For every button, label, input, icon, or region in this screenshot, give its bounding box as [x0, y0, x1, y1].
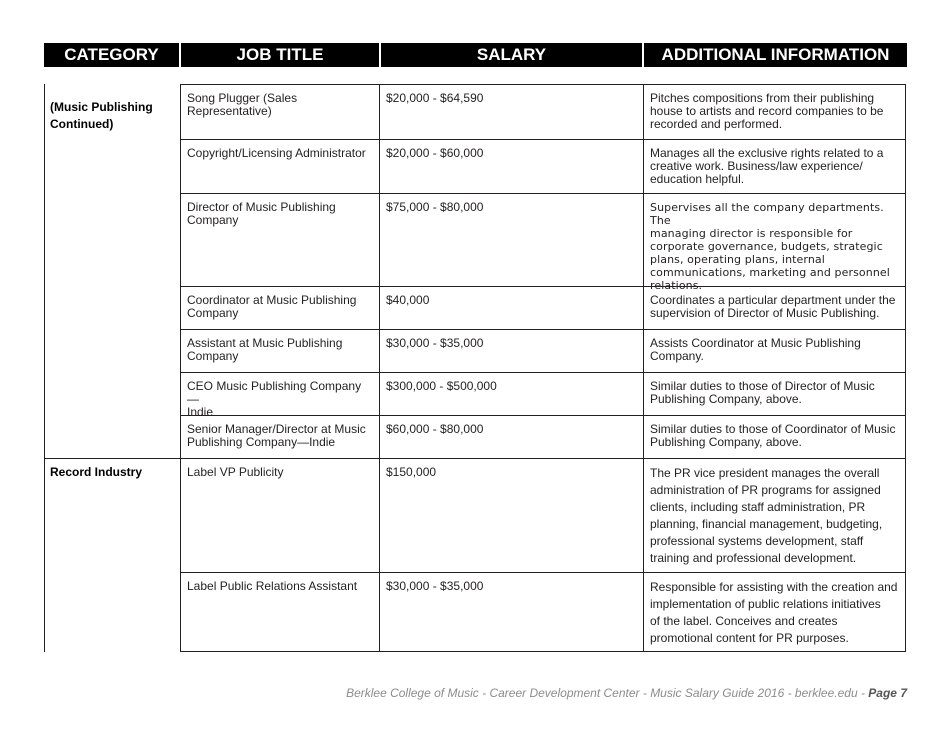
header-salary: SALARY: [476, 45, 547, 64]
table-row-salary: $60,000 - $80,000: [386, 422, 484, 436]
table-row-info: [644, 416, 906, 449]
cell-line: Supervises all the company departments. The: [650, 201, 884, 227]
category-label-line: (Music Publishing: [50, 100, 153, 114]
cell-line: promotional content for PR purposes.: [650, 631, 849, 645]
cell-line: Song Plugger (Sales: [187, 91, 298, 105]
cell-line: house to artists and record companies to be: [650, 104, 884, 118]
cell-line: implementation of public relations initiatives: [650, 597, 881, 611]
page-number: Page 7: [868, 686, 907, 700]
table-row-job-title: Label VP Publicity: [187, 465, 284, 479]
category-label-line: Continued): [50, 117, 114, 131]
cell-line: Coordinator at Music Publishing: [187, 293, 357, 307]
table-row-info: [644, 140, 906, 186]
header-category: CATEGORY: [64, 45, 159, 64]
table-header: [44, 43, 907, 67]
cell-line: Company: [187, 306, 239, 320]
cell-line: plans, operating plans, internal: [650, 253, 825, 266]
table-row-job-title: Label Public Relations Assistant: [187, 579, 358, 593]
cell-line: communications, marketing and personnel: [650, 266, 890, 279]
table-row-job-title: [181, 330, 379, 363]
cell-line: Responsible for assisting with the creation and: [650, 580, 898, 594]
footer-text: Berklee College of Music - Career Development Center - Music Salary Guide 2016 - berklee.edu -: [346, 686, 869, 700]
table-row-salary: $300,000 - $500,000: [386, 379, 497, 393]
cell-line: CEO Music Publishing Company—: [187, 379, 362, 406]
cell-line: supervision of Director of Music Publishing.: [650, 306, 880, 320]
header-additional-information: ADDITIONAL INFORMATION: [661, 45, 890, 64]
table-row-job-title: Copyright/Licensing Administrator: [187, 146, 366, 160]
table-row-job-title: [181, 373, 379, 419]
table-row-job-title: [181, 194, 379, 227]
cell-line: of the label. Conceives and creates: [650, 614, 838, 628]
cell-line: recorded and performed.: [650, 117, 783, 131]
cell-line: clients, including staff administration, PR: [650, 500, 866, 514]
cell-line: Senior Manager/Director at Music: [187, 422, 366, 436]
table-row-info: [644, 573, 906, 647]
table-row-salary: $30,000 - $35,000: [386, 579, 484, 593]
salary-table: [180, 84, 906, 652]
cell-line: planning, financial management, budgeting,: [650, 517, 883, 531]
table-row-info: [644, 194, 906, 292]
cell-line: Assistant at Music Publishing: [187, 336, 343, 350]
cell-line: corporate governance, budgets, strategic: [650, 240, 883, 253]
table-row-salary: $40,000: [386, 293, 430, 307]
cell-line: administration of PR programs for assigned: [650, 483, 881, 497]
category-music-publishing: [50, 99, 175, 133]
table-row-salary: $30,000 - $35,000: [386, 336, 484, 350]
table-row-salary: $75,000 - $80,000: [386, 200, 484, 214]
cell-line: Representative): [187, 104, 272, 118]
cell-line: training and professional development.: [650, 551, 857, 565]
table-row-job-title: [181, 416, 379, 449]
cell-line: education helpful.: [650, 172, 745, 186]
page-footer: [346, 686, 907, 700]
cell-line: professional systems development, staff: [650, 534, 864, 548]
table-row-job-title: [181, 85, 379, 118]
table-row-job-title: [181, 287, 379, 320]
column-divider: [379, 85, 380, 651]
cell-line: Company.: [650, 349, 704, 363]
cell-line: Director of Music Publishing: [187, 200, 336, 214]
cell-line: Publishing Company, above.: [650, 392, 802, 406]
category-divider: [44, 458, 181, 459]
cell-line: Indie: [187, 405, 214, 419]
cell-line: Pitches compositions from their publishing: [650, 91, 875, 105]
cell-line: Coordinates a particular department under the: [650, 293, 896, 307]
table-row-info: [644, 459, 906, 567]
category-record-industry: Record Industry: [50, 465, 143, 479]
table-row-info: [644, 330, 906, 363]
category-column-rule: [44, 84, 45, 652]
table-row-salary: $20,000 - $60,000: [386, 146, 484, 160]
cell-line: creative work. Business/law experience/: [650, 159, 863, 173]
table-row-salary: $20,000 - $64,590: [386, 91, 484, 105]
cell-line: Company: [187, 213, 239, 227]
table-row-salary: $150,000: [386, 465, 437, 479]
table-row-info: [644, 373, 906, 406]
cell-line: Similar duties to those of Coordinator of Music: [650, 422, 896, 436]
header-job-title: JOB TITLE: [236, 45, 324, 64]
cell-line: Manages all the exclusive rights related to a: [650, 146, 884, 160]
table-row-info: [644, 85, 906, 131]
cell-line: Publishing Company, above.: [650, 435, 802, 449]
table-row-info: [644, 287, 906, 320]
cell-line: relations.: [650, 279, 703, 292]
cell-line: Publishing Company—Indie: [187, 435, 336, 449]
cell-line: managing director is responsible for: [650, 227, 853, 240]
cell-line: Similar duties to those of Director of Music: [650, 379, 875, 393]
cell-line: Assists Coordinator at Music Publishing: [650, 336, 861, 350]
cell-line: Company: [187, 349, 239, 363]
cell-line: The PR vice president manages the overall: [650, 466, 880, 480]
